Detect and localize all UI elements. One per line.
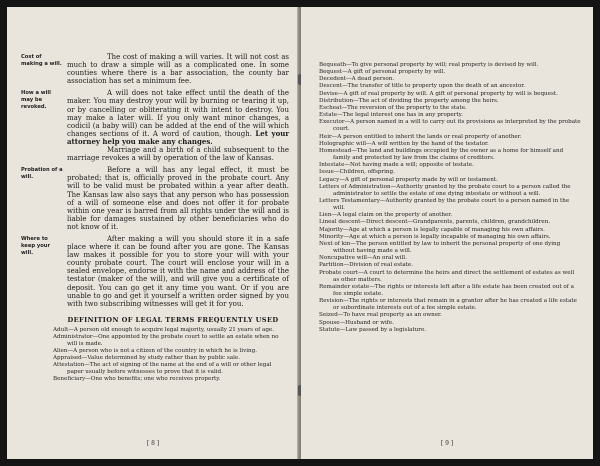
margin-note: Where to keep your will. — [21, 235, 51, 256]
definition-item: Bequeath—To give personal property by will; real property is devised by will. — [319, 62, 539, 68]
definition-item: Estate—The legal interest one has in any property. — [319, 112, 463, 119]
section-text: The cost of making a will varies. It will not cost as much to draw a simple will as a complicated one. In some counties where there is a bar association, the county bar association has set a minimum fee. — [67, 53, 289, 86]
definition-item: Lineal descent—Direct descent—Grandparents, parents, children, grandchildren. — [319, 219, 551, 226]
definition-item: Partition—Division of real estate. — [319, 262, 413, 269]
definition-item: Adult—A person old enough to acquire legal majority, usually 21 years of age. — [53, 326, 274, 333]
section-text-bold: Let your attorney help you make any changes. — [67, 128, 290, 146]
definition-item: Bequest—A gift of personal property by will. — [319, 69, 446, 76]
definitions-heading: DEFINITION OF LEGAL TERMS FREQUENTLY USED — [67, 315, 279, 324]
definition-item: Holographic will—A will written by the hand of the testator. — [319, 140, 489, 147]
section-cost — [21, 53, 289, 86]
definition-item: Alien—A person who is not a citizen of the country in which he is living. — [53, 348, 258, 355]
definition-item: Statute—Law passed by a legislature. — [319, 326, 427, 333]
definition-item: Revision—The rights or interests that remain in a grantor after he has created a life estate or subordinate interests out of a fee simple estate. — [319, 298, 577, 312]
definition-item: Escheat—The reversion of the property to the state. — [319, 104, 467, 111]
definition-item: Lien—A legal claim on the property of another. — [319, 212, 453, 219]
right-page-content — [319, 62, 581, 334]
booklet-spread — [7, 7, 593, 459]
definition-item: Letters Testamentary—Authority granted by the probate court to a person named in the will. — [319, 197, 570, 212]
definition-item: Probate court—A court to determine the heirs and direct the settlement of estates as well as other matters. — [319, 269, 575, 283]
page-number: [ 8 ] — [146, 440, 160, 447]
section-text: Before a will has any legal effect, it must be probated; that is, officially proved in the probate court. Any will to be valid must be probated within a year after death. The Kansas law also says that any person who has possession of a will of someone else and does not offer it for probate within one year is barred from all rights under the will and is liable for damages sustained by other beneficiaries who do not know of it. — [67, 166, 289, 231]
definition-item: Spouse—Husband or wife. — [319, 319, 394, 326]
right-page — [301, 7, 593, 459]
definition-item: Devise—A gift of real property by will. A gift of personal property by will is bequest. — [319, 90, 558, 97]
definition-item: Homestead—The land and buildings occupied by the owner as a home for himself and family and protected by law from the claims of creditors. — [319, 147, 564, 162]
section-text — [67, 89, 289, 146]
definition-item: Decedent—A dead person. — [319, 76, 395, 83]
definition-item: Intestate—Not having made a will; opposite of testate. — [319, 162, 474, 169]
section-text: After making a will you should store it in a safe place where it can be found after you are gone. The Kansas law makes it possible for you to store your will with your county probate court. The court will enclose your will in a sealed envelope, endorse it with the name and address of the testator (maker of the will), and will give you a certificate of deposit. You can go get it any time you want. Or if you are unable to go and get it yourself a written order signed by you with two subscribing witnesses will get it for you. — [67, 234, 289, 308]
definition-item: Next of kin—The person entitled by law to inherit the personal property of one dying without having made a will. — [319, 240, 561, 255]
definition-item: Seized—To have real property as an owner. — [319, 312, 442, 319]
definitions-list — [53, 327, 289, 384]
margin-note: Probation of a will. — [21, 167, 63, 181]
definition-item: Beneficiary—One who benefits; one who receives property. — [53, 376, 221, 383]
section-text-extra: Marriage and a birth of a child subsequent to the marriage revokes a will by operation of the law of Kansas. — [67, 146, 289, 163]
definition-item: Heir—A person entitled to inherit the lands or real property of another. — [319, 133, 522, 140]
definition-item: Legacy—A gift of personal property made by will or testament. — [319, 176, 498, 183]
definition-item: Distribution—The act of dividing the property among the heirs. — [319, 97, 499, 104]
definition-item: Administrator—One appointed by the probate court to settle an estate when no will is made. — [53, 333, 279, 347]
definition-item: Letters of Administration—Authority granted by the probate court to a person called the administrator to settle the estate of one dying intestate or without a will. — [319, 183, 571, 197]
definition-item: Majority—Age at which a person is legally capable of managing his own affairs. — [319, 226, 545, 233]
section-revoke — [21, 89, 290, 163]
left-page-content — [21, 53, 290, 384]
page-number: [ 9 ] — [440, 440, 454, 447]
definition-item: Issue—Children, offspring. — [319, 169, 395, 176]
margin-note: How a will may be revoked. — [21, 90, 51, 111]
definition-item: Noncupative will—An oral will. — [319, 255, 407, 262]
section-probation — [21, 166, 289, 231]
section-text-main: A will does not take effect until the death of the maker. You may destroy your will by burning or tearing it up, or by cancelling or obliterating it with intent to destroy. You may make a later will. If you only want minor changes, a codicil (a baby will) can be added at the end of the will which changes sections of it. A word of caution, though. — [67, 89, 289, 138]
definition-item: Minority—Age at which a person is legally incapable of managing his own affairs. — [319, 233, 551, 240]
section-storage — [21, 234, 289, 308]
definition-item: Remainder estate—The rights or interests left after a life estate has been created out of a fee simple estate. — [319, 283, 574, 297]
definition-item: Appraised—Value determined by study rather than by public sale. — [53, 355, 240, 362]
definition-item: Descent—The transfer of title to property upon the death of an ancestor. — [319, 83, 526, 90]
left-page — [7, 7, 299, 459]
margin-note: Cost of making a will. — [21, 54, 62, 67]
definition-item: Executor—A person named in a will to carry out its provisions as interpreted by the probate court. — [319, 119, 581, 133]
definition-item: Attestation—The act of signing of the name at the end of a will or other legal paper usually before witnesses to prove that it is valid. — [53, 362, 272, 376]
